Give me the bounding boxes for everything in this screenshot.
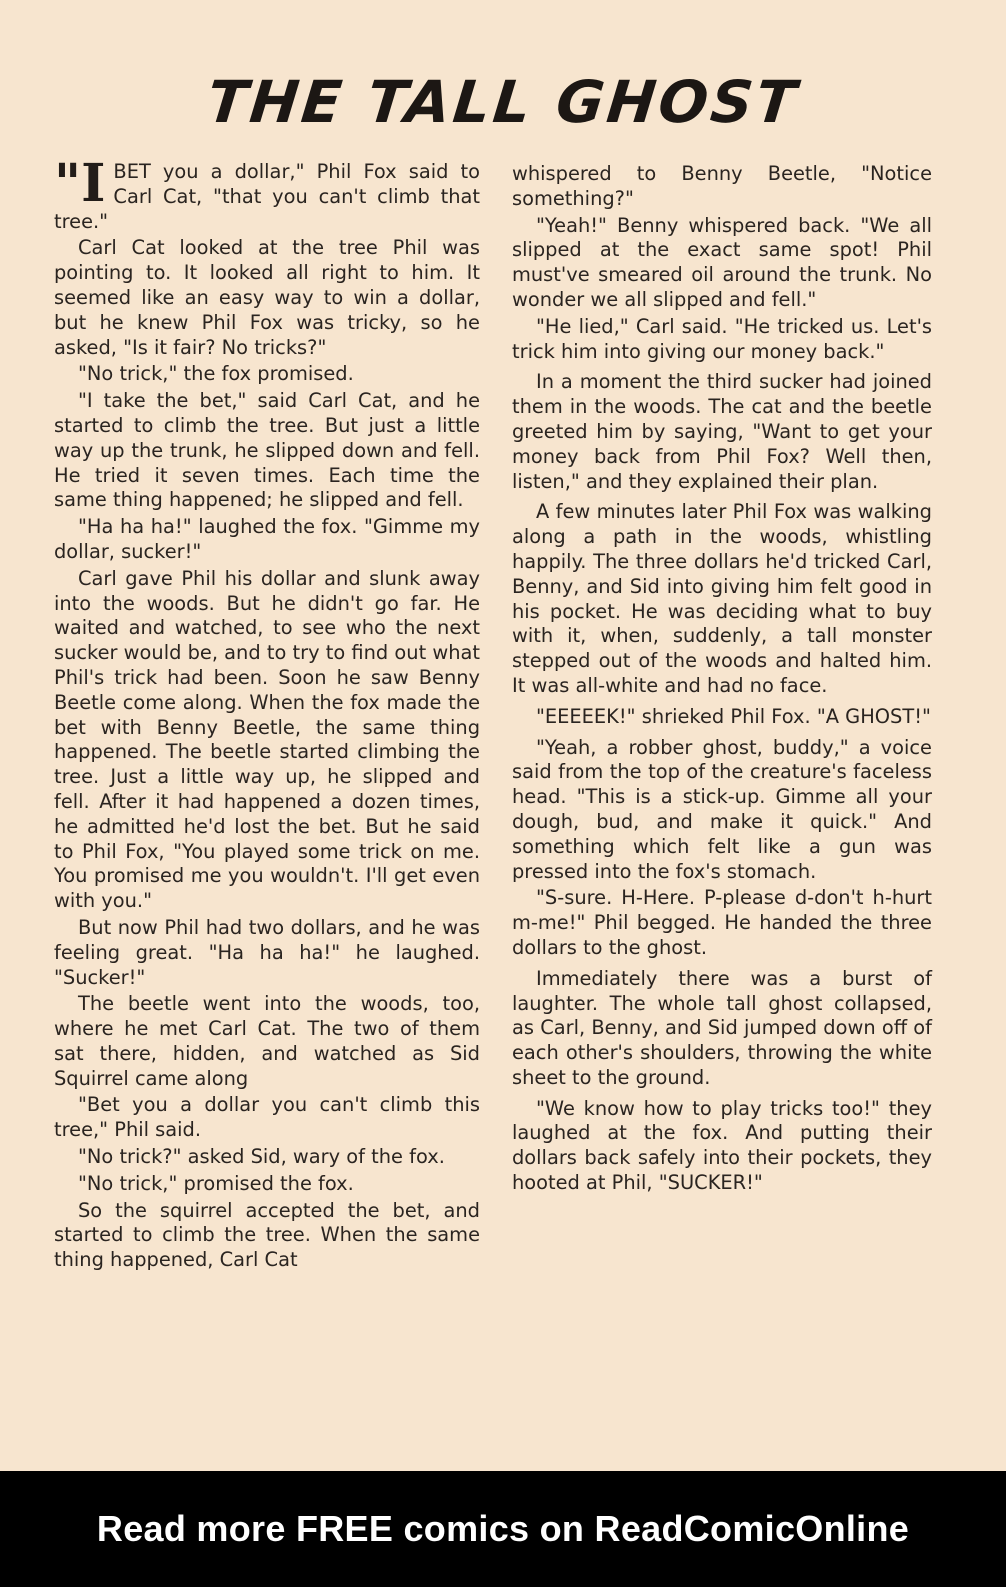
paragraph: "I take the bet," said Carl Cat, and he started to climb the tree. But just a little way up the trunk, he slipped down and fell. He tried it seven times. Each time the same thing happened; he slipped and fell. bbox=[54, 389, 480, 512]
paragraph: "EEEEEK!" shrieked Phil Fox. "A GHOST!" bbox=[536, 704, 931, 728]
paragraph: A few minutes later Phil Fox was walking along a path in the woods, whistling happily. The three dollars he'd tricked Carl, Benny, and Sid into giving him felt good in his pocket. He was deciding what to buy with it, when, suddenly, a tall monster stepped out of the woods and halted him. It was all-white and had no face. bbox=[512, 500, 932, 697]
paragraph: But now Phil had two dollars, and he was feeling great. "Ha ha ha!" he laughed. "Sucker!" bbox=[54, 915, 480, 989]
paragraph: "We know how to play tricks too!" they laughed at the fox. And putting their dollars back safely into their pockets, they hooted at Phil, "SUCKER!" bbox=[512, 1096, 932, 1195]
paragraph: "I BET you a dollar," Phil Fox said to Carl Cat, "that you can't climb that tree." bbox=[54, 153, 480, 233]
paragraph: "No trick," the fox promised. bbox=[78, 362, 354, 386]
paragraph: "No trick?" asked Sid, wary of the fox. bbox=[78, 1145, 445, 1169]
paragraph: In a moment the third sucker had joined them in the woods. The cat and the beetle greeted him by saying, "Want to get your money back from Phil Fox? Well then, listen," and they explained their plan. bbox=[512, 370, 932, 493]
paragraph: "Yeah!" Benny whispered back. "We all slipped at the exact same spot! Phil must've smeared oil around the trunk. No wonder we all slipped and fell." bbox=[512, 213, 932, 311]
paragraph: "He lied," Carl said. "He tricked us. Let's trick him into giving our money back." bbox=[512, 314, 932, 363]
paragraph: Carl gave Phil his dollar and slunk away into the woods. But he didn't go far. He waited and watched, to see who the next sucker would be, and to try to find out what Phil's trick had been. Soon he saw Benny Beetle come along. When the fox made the bet with Benny Beetle, the same thing happened. The beetle started climbing the tree. Just a little way up, he slipped and fell. After it had happened a dozen times, he admitted he'd lost the bet. But he said to Phil Fox, "You played some trick on me. You promised me you wouldn't. I'll get even with you." bbox=[54, 566, 480, 913]
paragraph: The beetle went into the woods, too, where he met Carl Cat. The two of them sat there, hidden, and watched as Sid Squirrel came along bbox=[54, 992, 480, 1090]
drop-cap: "I bbox=[54, 153, 106, 214]
paragraph: "S-sure. H-Here. P-please d-don't h-hurt m-me!" Phil begged. He handed the three dollars to the ghost. bbox=[512, 886, 932, 959]
paragraph: "Bet you a dollar you can't climb this tree," Phil said. bbox=[54, 1093, 480, 1142]
footer-link-text[interactable]: Read more FREE comics on ReadComicOnline bbox=[96, 1508, 910, 1549]
paragraph: "Ha ha ha!" laughed the fox. "Gimme my dollar, sucker!" bbox=[54, 515, 480, 563]
left-column bbox=[54, 153, 480, 1275]
paragraph: Immediately there was a burst of laughter. The whole tall ghost collapsed, as Carl, Benny, and Sid jumped down off of each other's shoulders, throwing the white sheet to the ground. bbox=[512, 966, 932, 1089]
paragraph: So the squirrel accepted the bet, and started to climb the tree. When the same thing happened, Carl Cat bbox=[54, 1198, 480, 1272]
story-title: THE TALL GHOST bbox=[204, 68, 802, 136]
footer-banner[interactable] bbox=[0, 1471, 1006, 1587]
paragraph: whispered to Benny Beetle, "Notice something?" bbox=[512, 162, 932, 210]
paragraph: Carl Cat looked at the tree Phil was pointing to. It looked all right to him. It seemed like an easy way to win a dollar, but he knew Phil Fox was tricky, so he asked, "Is it fair? No tricks?" bbox=[54, 236, 480, 359]
paragraph: "Yeah, a robber ghost, buddy," a voice said from the top of the creature's faceless head. "This is a stick-up. Gimme all your dough, bud, and make it quick." And something which felt like a gun was pressed into the fox's stomach. bbox=[512, 735, 932, 883]
right-column bbox=[512, 162, 932, 1198]
paragraph: "No trick," promised the fox. bbox=[78, 1171, 354, 1195]
